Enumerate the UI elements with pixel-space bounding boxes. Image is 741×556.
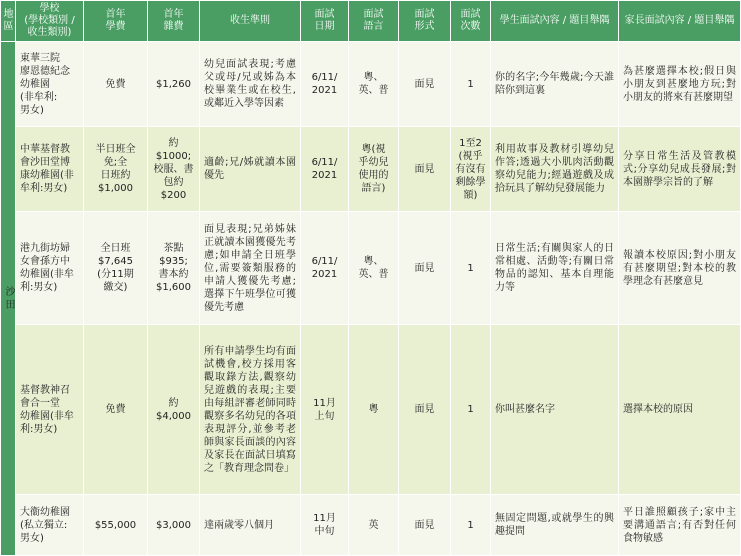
school-name: 大衞幼稚園 (私立獨立: 男女) xyxy=(16,495,84,556)
parent-content-cell: 平日誰照顧孩子;家中主要溝通語言;有否對任何食物敏感 xyxy=(619,495,741,556)
parent-content-cell: 選擇本校的原因 xyxy=(619,325,741,495)
rounds-cell: 1 xyxy=(451,42,491,127)
header-tuition: 首年 學費 xyxy=(84,1,148,42)
table-row xyxy=(1,127,741,212)
header-student-content: 學生面試內容 / 題目舉隅 xyxy=(491,1,619,42)
date-cell: 6/11/ 2021 xyxy=(301,212,349,325)
date-cell: 11月 上旬 xyxy=(301,325,349,495)
criteria-cell: 面見表現;兄弟姊妹正就讀本園獲優先考慮;如申請全日班學位,需要簽類服務的申請人獲優先考慮;選擇下午班學位可獲優先考慮 xyxy=(200,212,301,325)
misc-fee-cell: 茶點 $935; 書本約 $1,600 xyxy=(148,212,200,325)
parent-content-cell: 報讀本校原因;對小朋友有甚麼期望;對本校的教學理念有甚麼意見 xyxy=(619,212,741,325)
language-cell: 粵、 英、普 xyxy=(349,212,399,325)
language-cell: 粵 xyxy=(349,325,399,495)
header-interview-format: 面試 形式 xyxy=(399,1,451,42)
student-content-cell: 你叫甚麼名字 xyxy=(491,325,619,495)
language-cell: 英 xyxy=(349,495,399,556)
language-cell: 粵(視 乎幼兒 使用的 語言) xyxy=(349,127,399,212)
header-misc-fees: 首年 雜費 xyxy=(148,1,200,42)
format-cell: 面見 xyxy=(399,42,451,127)
school-name: 港九街坊婦 女會孫方中 幼稚園(非牟 利:男女) xyxy=(16,212,84,325)
school-name: 中華基督教 會沙田堂博 康幼稚園(非 牟利:男女) xyxy=(16,127,84,212)
header-parent-content: 家長面試內容 / 題目舉隅 xyxy=(619,1,741,42)
format-cell: 面見 xyxy=(399,325,451,495)
misc-fee-cell: 約$4,000 xyxy=(148,325,200,495)
date-cell: 11月 中旬 xyxy=(301,495,349,556)
format-cell: 面見 xyxy=(399,212,451,325)
parent-content-cell: 為甚麼選擇本校;假日與小朋友到甚麼地方玩;對小朋友的將來有甚麼期望 xyxy=(619,42,741,127)
student-content-cell: 你的名字;今年幾歲;今天誰陪你到這裏 xyxy=(491,42,619,127)
format-cell: 面見 xyxy=(399,127,451,212)
misc-fee-cell: $1,260 xyxy=(148,42,200,127)
header-interview-date: 面試 日期 xyxy=(301,1,349,42)
tuition-cell: 免費 xyxy=(84,42,148,127)
header-region: 地區 xyxy=(1,1,16,42)
table-row xyxy=(1,325,741,495)
rounds-cell: 1 xyxy=(451,495,491,556)
student-content-cell: 日常生活;有關與家人的日常相處、活動等;有關日常物品的認知、基本自理能力等 xyxy=(491,212,619,325)
date-cell: 6/11/ 2021 xyxy=(301,42,349,127)
date-cell: 6/11/ 2021 xyxy=(301,127,349,212)
criteria-cell: 所有申請學生均有面試機會,校方採用客觀取錄方法,觀察幼兒遊戲的表現;主要由每組評審老師同時觀察多名幼兒的各項表現評分,並參考老師與家長面談的內容及家長在面試日填寫之「教育理念問卷」 xyxy=(200,325,301,495)
table-row xyxy=(1,42,741,127)
rounds-cell: 1至2 (視乎 有沒有 剩餘學 額) xyxy=(451,127,491,212)
header-interview-rounds: 面試 次數 xyxy=(451,1,491,42)
header-row xyxy=(1,1,741,42)
tuition-cell: 半日班全 免;全 日班約 $1,000 xyxy=(84,127,148,212)
misc-fee-cell: 約 $1000; 校服、書 包約$200 xyxy=(148,127,200,212)
language-cell: 粵、 英、普 xyxy=(349,42,399,127)
misc-fee-cell: $3,000 xyxy=(148,495,200,556)
student-content-cell: 利用故事及教材引導幼兒作答;透過大小肌肉活動觀察幼兒能力;經過遊戲及成拾玩具了解幼兒發展能力 xyxy=(491,127,619,212)
school-name: 東華三院 廖恩德紀念 幼稚園 (非牟利: 男女) xyxy=(16,42,84,127)
criteria-cell: 達兩歲零八個月 xyxy=(200,495,301,556)
criteria-cell: 適齡;兄/姊就讀本園優先 xyxy=(200,127,301,212)
rounds-cell: 1 xyxy=(451,212,491,325)
table-row xyxy=(1,212,741,325)
tuition-cell: $55,000 xyxy=(84,495,148,556)
tuition-cell: 免費 xyxy=(84,325,148,495)
header-interview-language: 面試 語言 xyxy=(349,1,399,42)
table-row xyxy=(1,495,741,556)
parent-content-cell: 分享日常生活及管教模式;分享幼兒成長發展;對本園辦學宗旨的了解 xyxy=(619,127,741,212)
header-admission-criteria: 收生準則 xyxy=(200,1,301,42)
header-school: 學校 (學校類別 / 收生類別) xyxy=(16,1,84,42)
rounds-cell: 1 xyxy=(451,325,491,495)
criteria-cell: 幼兒面試表現;考慮父或母/兄或姊為本校畢業生或在校生,或鄰近入學等因素 xyxy=(200,42,301,127)
format-cell: 面見 xyxy=(399,495,451,556)
student-content-cell: 無固定問題,或就學生的興趣提問 xyxy=(491,495,619,556)
tuition-cell: 全日班 $7,645 (分11期 繳交) xyxy=(84,212,148,325)
region-cell: 沙田 xyxy=(1,42,16,556)
school-name: 基督教神召 會合一堂 幼稚園(非牟 利:男女) xyxy=(16,325,84,495)
